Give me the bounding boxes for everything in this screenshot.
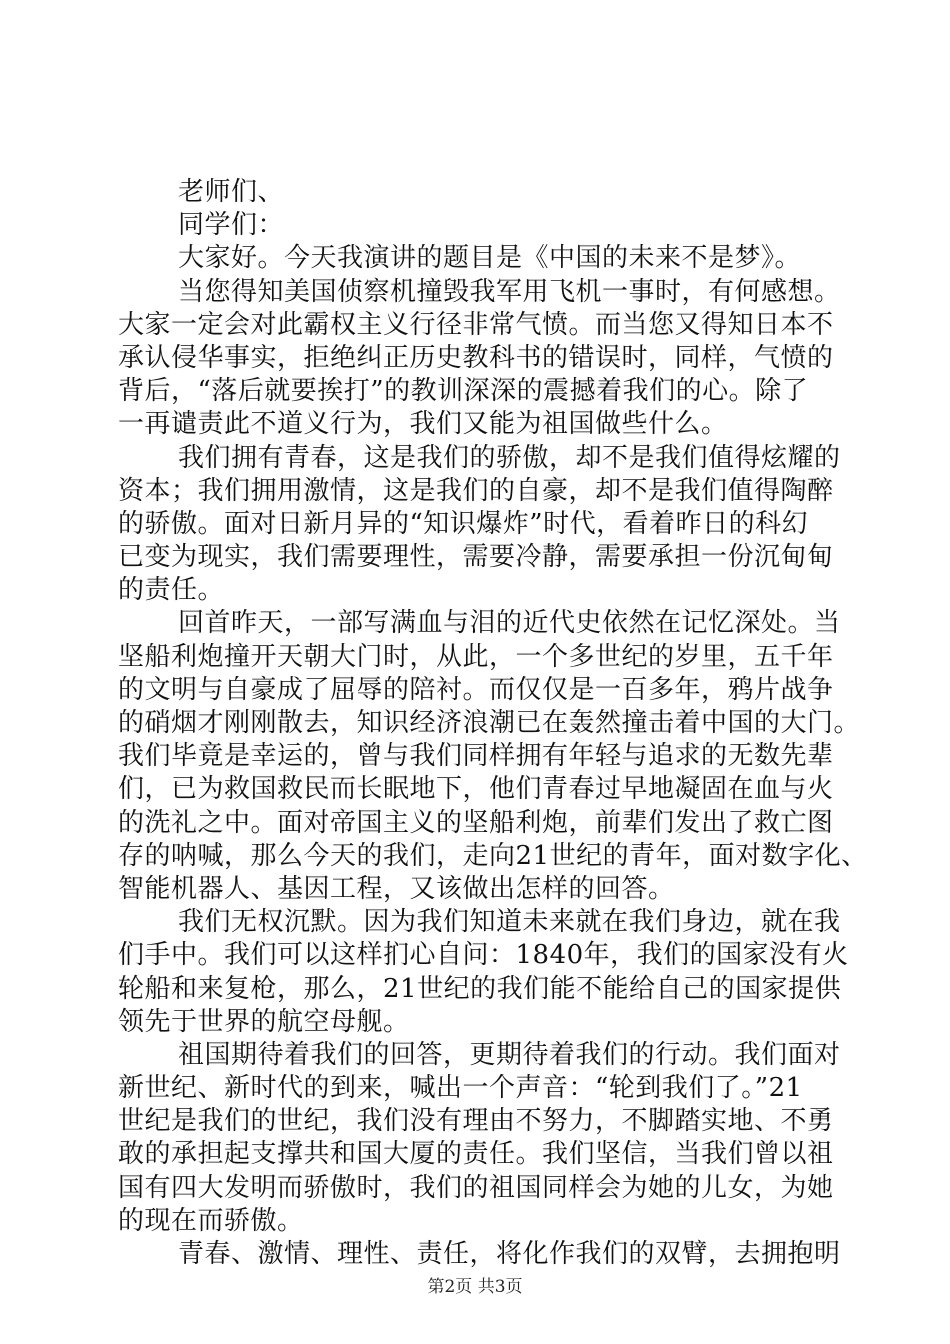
text-line: 领先于世界的航空母舰。 (118, 1006, 410, 1037)
text-line: 一再谴责此不道义行为，我们又能为祖国做些什么。 (118, 409, 728, 440)
text-line: 老师们、 (178, 177, 285, 207)
text-line: 承认侵华事实，拒绝纠正历史教科书的错误时，同样，气愤的 (118, 342, 834, 373)
text-line: 我们无权沉默。因为我们知道未来就在我们身边，就在我 (178, 907, 841, 938)
text-line: 存的呐喊，那么今天的我们，走向21世纪的青年，面对数字化、 (118, 840, 868, 871)
text-line: 的洗礼之中。面对帝国主义的坚船利炮，前辈们发出了救亡图 (118, 807, 834, 838)
text-line: 我们毕竟是幸运的，曾与我们同样拥有年轻与追求的无数先辈 (118, 741, 834, 772)
text-line: 们手中。我们可以这样扪心自问：1840年，我们的国家没有火 (118, 940, 849, 971)
text-line: 已变为现实，我们需要理性，需要冷静，需要承担一份沉甸甸 (118, 542, 834, 573)
text-line: 大家一定会对此霸权主义行径非常气愤。而当您又得知日本不 (118, 309, 834, 340)
text-line: 我们拥有青春，这是我们的骄傲，却不是我们值得炫耀的 (178, 442, 841, 473)
text-line: 青春、激情、理性、责任，将化作我们的双臂，去拥抱明 (178, 1239, 841, 1269)
text-line: 的骄傲。面对日新月异的“知识爆炸”时代，看着昨日的科幻 (118, 508, 809, 539)
text-line: 同学们： (178, 210, 285, 241)
text-line: 国有四大发明而骄傲时，我们的祖国同样会为她的儿女，为她 (118, 1172, 834, 1203)
text-line: 祖国期待着我们的回答，更期待着我们的行动。我们面对 (178, 1039, 841, 1070)
text-line: 的责任。 (118, 575, 225, 606)
text-line: 回首昨天，一部写满血与泪的近代史依然在记忆深处。当 (178, 608, 841, 639)
text-line: 资本；我们拥用激情，这是我们的自豪，却不是我们值得陶醉 (118, 475, 834, 506)
page-footer: 第2页 共3页 (427, 1277, 523, 1297)
text-line: 敢的承担起支撑共和国大厦的责任。我们坚信，当我们曾以祖 (118, 1139, 834, 1170)
text-line: 世纪是我们的世纪，我们没有理由不努力，不脚踏实地、不勇 (118, 1106, 834, 1137)
speech-body (118, 176, 868, 1271)
text-line: 的文明与自豪成了屈辱的陪衬。而仅仅是一百多年，鸦片战争 (118, 674, 834, 705)
text-line: 们，已为救国救民而长眠地下，他们青春过早地凝固在血与火 (118, 774, 834, 805)
text-line: 大家好。今天我演讲的题目是《中国的未来不是梦》。 (178, 243, 802, 274)
text-line: 背后，“落后就要挨打”的教训深深的震撼着我们的心。除了 (118, 376, 809, 407)
text-line: 的硝烟才刚刚散去，知识经济浪潮已在轰然撞击着中国的大门。 (118, 708, 861, 738)
text-line: 轮船和来复枪，那么，21世纪的我们能不能给自己的国家提供 (118, 973, 842, 1004)
text-line: 的现在而骄傲。 (118, 1205, 304, 1236)
text-line: 坚船利炮撞开天朝大门时，从此，一个多世纪的岁里，五千年 (118, 641, 834, 672)
text-line: 当您得知美国侦察机撞毁我军用飞机一事时，有何感想。 (178, 276, 841, 307)
text-line: 新世纪、新时代的到来，喊出一个声音：“轮到我们了。”21 (118, 1073, 803, 1104)
text-line: 智能机器人、基因工程，又该做出怎样的回答。 (118, 873, 675, 904)
